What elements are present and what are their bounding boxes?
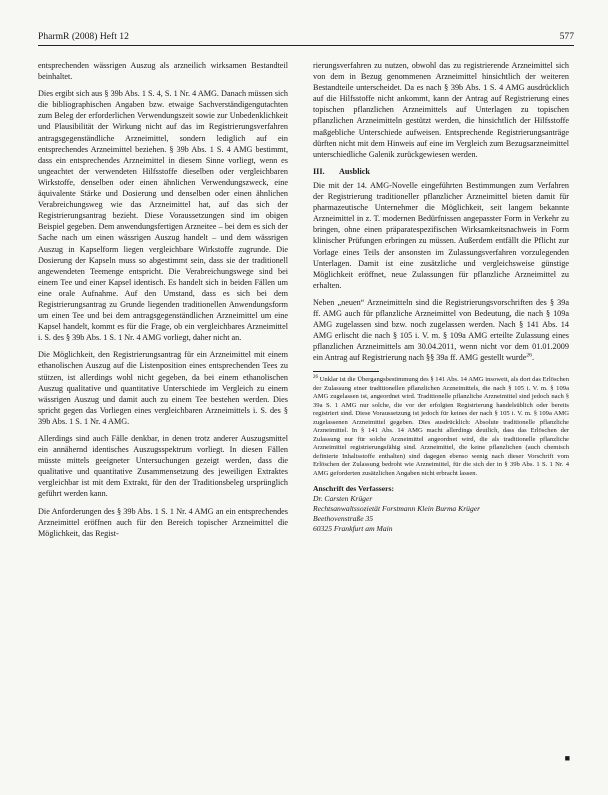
paragraph: Dies ergibt sich aus § 39b Abs. 1 S. 4, S. 1 Nr. 4 AMG. Danach müssen sich die bibliographischen Angaben bzw. etwaige Sachverständigengutachten zum Beleg der erforderlichen Verwendungszeit sowie zur Unbedenklichkeit und Plausibilität der Wirkung nicht auf das im Registrierungsverfahren antragsgegenständliche Arzneimittel, sondern lediglich auf ein entsprechendes Arzneimittel beziehen. § 39b Abs. 1 S. 4 AMG bestimmt, dass ein entsprechendes Arzneimittel in diesem Sinne vorliegt, wenn es ungeachtet der verwendeten Hilfsstoffe dieselben oder vergleichbaren Wirkstoffe, denselben oder einen ähnlichen Verwendungszweck, eine äquivalente Stärke und Dosierung und denselben oder einen ähnlichen Verabreichungsweg wie das Arzneimittel hat, auf das sich der Registrierungsantrag bezieht. Diese Voraussetzungen sind im obigen Beispiel gegeben. Dem anwendungsfertigen Arzneitee – bei dem es sich der Sache nach um einen wässrigen Auszug handelt – und dem wässrigen Auszug in Kapselform liegen vergleichbare Wirkstoffe zugrunde. Die Dosierung der Kapseln muss so abgestimmt sein, dass sie der traditionell angewendeten Teemenge entspricht. Die Verabreichungswege sind bei einem Tee und einer Kapsel identisch. Es handelt sich in beiden Fällen um eine orale Aufnahme. Auf den Umstand, dass es sich bei dem Registrierungsantrag zu Grunde liegenden traditionellen Anwendungsform um einen Tee und bei dem antragsgegenständlichen Arzneimittel um eine Kapsel handelt, kommt es für die Frage, ob ein vergleichbares Arzneimittel i. S. des § 39b Abs. 1 S. 1 Nr. 4 AMG vorliegt, daher nicht an.: [38, 89, 288, 343]
paragraph: [313, 297, 569, 364]
footnote-divider: [313, 371, 379, 372]
author-street: Beethovenstraße 35: [313, 514, 374, 524]
paragraph-continuation: rierungsverfahren zu nutzen, obwohl das zu registrierende Arzneimittel sich von dem in Bezug genommenen Arzneimittel hinsichtlich der weiteren Bestandteile unterscheidet. Da es nach § 39b Abs. 1 S. 4 AMG ausdrücklich auf die Hilfsstoffe nicht ankommt, kann der Antrag auf Registrierung eines topischen pflanzlichen Arzneimittels auf Unterlagen zu topischen pflanzlichen Arzneimitteln gestützt werden, die hinsichtlich der Hilfsstoffe maßgebliche Unterschiede aufweisen. Entsprechende Registrierungsanträge dürften nicht mit dem Hinweis auf eine im Vergleich zum Bezugsarzneimittel unterschiedliche Galenik zurückgewiesen werden.: [313, 61, 569, 159]
author-address: [313, 484, 569, 534]
left-column: [38, 60, 288, 545]
paragraph-text: Neben „neuen“ Arzneimitteln sind die Registrierungsvorschriften des § 39a ff. AMG auch für pflanzliche Arzneimittel von Bedeutung, die nach § 109a AMG zugelassen sind bzw. noch zugelassen werden. Nach § 141 Abs. 14 AMG erlischt die nach § 105 i. V. m. § 109a AMG erteilte Zulassung eines pflanzlichen Arzneimittels am 30.04.2011, wenn nicht vor dem 01.01.2009 ein Antrag auf Registrierung nach §§ 39a ff. AMG gestellt wurde: [313, 297, 569, 363]
section-number: III.: [313, 166, 325, 176]
journal-reference: PharmR (2008) Heft 12: [38, 31, 129, 42]
paragraph: Die mit der 14. AMG-Novelle eingeführten Bestimmungen zum Verfahren der Registrierung traditioneller pflanzlicher Arzneimittel bieten damit für pharmazeutische Unternehmer die Möglichkeit, seit langem bekannte Arzneimittel in z. T. modernen Bedürfnissen angepasster Form in Verkehr zu bringen, ohne einen präparatespezifischen Wirksamkeitsnachweis in Form klinischer Prüfungen erbringen zu müssen. Außerdem entfällt die Pflicht zur Vorlage eines Teils der ansonsten im Zulassungsverfahren vorzulegenden Unterlagen. Damit ist eine zusätzliche und vergleichsweise günstige Möglichkeit eröffnet, neue Zulassungen für pflanzliche Arzneimittel zu erhalten.: [313, 180, 569, 290]
footnote-number: 26: [313, 375, 318, 381]
footnote: [313, 376, 569, 478]
author-firm: Rechtsanwaltssozietät Forstmann Klein Burma Krüger: [313, 504, 481, 514]
paragraph-continuation: entsprechenden wässrigen Auszug als arzneilich wirksamen Bestandteil beinhaltet.: [38, 61, 288, 82]
author-city: 60325 Frankfurt am Main: [313, 524, 393, 534]
right-column: [313, 60, 569, 534]
footnote-text: Unklar ist die Übergangsbestimmung des § 141 Abs. 14 AMG insoweit, als dort das Erlöschen der Zulassung einer traditionellen pflanzlichen Arzneimittels, die nach § 105 i. V. m. § 109a AMG zugelassen ist, angeordnet wird. Traditionelle pflanzliche Arzneimittel sind jedoch nach § 39a S. 1 AMG nur solche, die vor der erfolgten Registrierung handelsüblich oder bereits registriert sind. Diese Voraussetzung ist jedoch für keines der nach § 105 i. V. m. § 109a AMG zugelassenen Arzneimittel gegeben. Dies ausdrücklich: Absolute traditionelle pflanzliche Arzneimittel. In § 141 Abs. 14 AMG macht allerdings deutlich, dass das Erlöschen der Zulassung nur für solche Arzneimittel angeordnet wird, die als traditionelle pflanzliche Arzneimittel registrierungsfähig sind. Arzneimittel, die keine pflanzlichen (auch chemisch definierte Inhaltsstoffe enthalten) sind dagegen ebenso wenig nach dieser Vorschrift vom Erlöschen der Zulassung bedroht wie Arzneimittel, für die sich der in § 39b Abs. 1 S. 1 Nr. 4 AMG geforderten zusätzlichen Angaben nicht erbracht lassen.: [313, 376, 569, 477]
page-header: [38, 29, 574, 46]
paragraph-end: .: [531, 353, 534, 363]
footnote-reference[interactable]: 26: [526, 352, 532, 359]
paragraph: Die Anforderungen des § 39b Abs. 1 S. 1 Nr. 4 AMG an ein entsprechendes Arzneimittel eröffnen auch für den Bereich topischer Arzneimittel die Möglichkeit, das Regist-: [38, 506, 288, 538]
paragraph: Allerdings sind auch Fälle denkbar, in denen trotz anderer Auszugsmittel ein annähernd identisches Auszugsspektrum vorliegt. In diesen Fällen müsste mittels geeigneter Untersuchungen gezeigt werden, dass die qualitative und quantitative Zusammensetzung des jeweiligen Extraktes vergleichbar ist mit dem Extrakt, für den der Traditionsbeleg ursprünglich geführt werden kann.: [38, 434, 288, 499]
author-name: Dr. Carsten Krüger: [313, 494, 373, 504]
author-address-label: Anschrift des Verfassers:: [313, 484, 394, 494]
page-number: 577: [559, 31, 574, 42]
end-of-article-mark: ■: [564, 753, 570, 763]
section-heading: [313, 166, 569, 177]
section-title: Ausblick: [339, 166, 370, 176]
paragraph: Die Möglichkeit, den Registrierungsantrag für ein Arzneimittel mit einem ethanolischen Auszug auf die Listenposition eines entsprechenden Tees zu stützen, ist allerdings wohl nicht gegeben, da bei einem ethanolischen Auszug qualitative und quantitative Unterschiede im Vergleich zu einem wässrigen Auszug und damit auch zu einem Tee bestehen werden. Dies spricht gegen das Vorliegen eines vergleichbaren Arzneimittels i. S. des § 39b Abs. 1 S. 1 Nr. 4 AMG.: [38, 350, 288, 426]
